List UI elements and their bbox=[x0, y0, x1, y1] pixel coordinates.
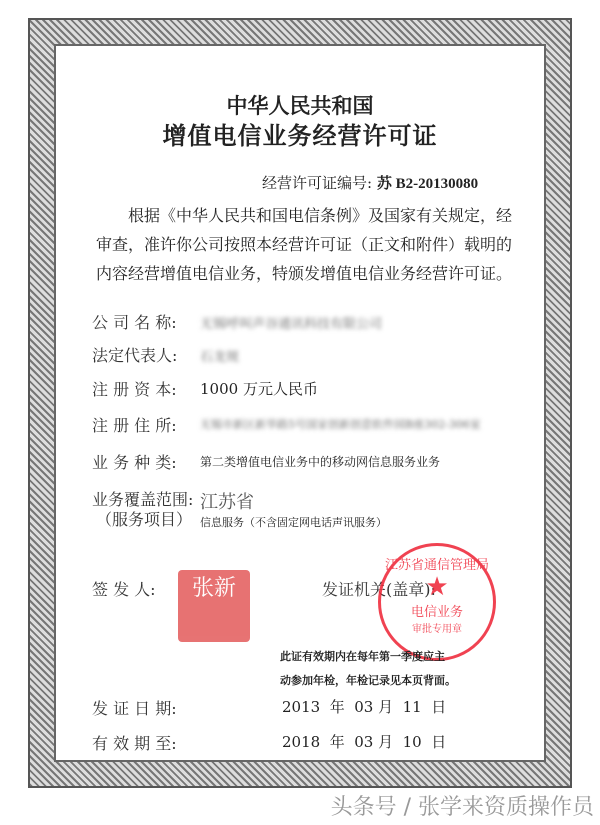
issue-date: 2013 年 03 月 11 日 bbox=[282, 698, 447, 716]
business-type: 第二类增值电信业务中的移动网信息服务业务 bbox=[200, 455, 441, 469]
coverage-label: 业务覆盖范围: bbox=[92, 490, 194, 509]
legal-representative: 石龙规 bbox=[200, 350, 240, 365]
seal-middle-text: 电信业务 bbox=[410, 605, 463, 620]
preamble: 根据《中华人民共和国电信条例》及国家有关规定，经审查，准许你公司按照本经营许可证（正文和附件）载明的内容经营增值电信业务，特颁发增值电信业务经营许可证。 bbox=[96, 206, 513, 283]
field-label: 公 司 名 称: bbox=[92, 313, 177, 332]
license-number bbox=[262, 172, 478, 193]
service-items-label: （服务项目） bbox=[96, 510, 193, 529]
seal-bottom-text: 审批专用章 bbox=[412, 624, 462, 635]
title-country: 中华人民共和国 bbox=[226, 93, 374, 118]
field-label: 注 册 住 所: bbox=[92, 416, 177, 435]
signer-seal: 张新 bbox=[178, 570, 250, 642]
field-label: 法定代表人: bbox=[92, 346, 178, 365]
expiry-label: 有 效 期 至: bbox=[92, 734, 177, 753]
registered-capital: 1000 万元人民币 bbox=[200, 380, 318, 398]
official-seal bbox=[378, 543, 496, 661]
registered-address: 无锡市新区新华路5号国家创新创意软件园B座302-306室 bbox=[200, 418, 481, 431]
seal-ring-text: 江苏省通信管理局 bbox=[384, 558, 489, 573]
license-number-label: 经营许可证编号: bbox=[262, 174, 373, 192]
service-items: 信息服务（不含固定网电话声讯服务） bbox=[200, 516, 387, 529]
issue-date-label: 发 证 日 期: bbox=[92, 699, 177, 718]
signer-label: 签 发 人: bbox=[92, 580, 156, 599]
company-name: 无锡呼叫声谷通讯科技有限公司 bbox=[200, 317, 383, 332]
title-certificate: 增值电信业务经营许可证 bbox=[162, 121, 438, 150]
issuer-label: 发证机关(盖章): bbox=[322, 580, 436, 599]
license-number-value: 苏 B2-20130080 bbox=[376, 176, 479, 192]
coverage-region: 江苏省 bbox=[200, 492, 254, 513]
note-line-2: 动参加年检，年检记录见本页背面。 bbox=[280, 674, 456, 687]
note-line-1: 此证有效期内在每年第一季度应主 bbox=[280, 650, 445, 663]
watermark: 头条号 / 张学来资质操作员 bbox=[330, 795, 594, 820]
field-label: 业 务 种 类: bbox=[92, 453, 177, 472]
star-icon: ★ bbox=[425, 572, 449, 602]
field-label: 注 册 资 本: bbox=[92, 380, 177, 399]
expiry-date: 2018 年 03 月 10 日 bbox=[282, 733, 447, 751]
